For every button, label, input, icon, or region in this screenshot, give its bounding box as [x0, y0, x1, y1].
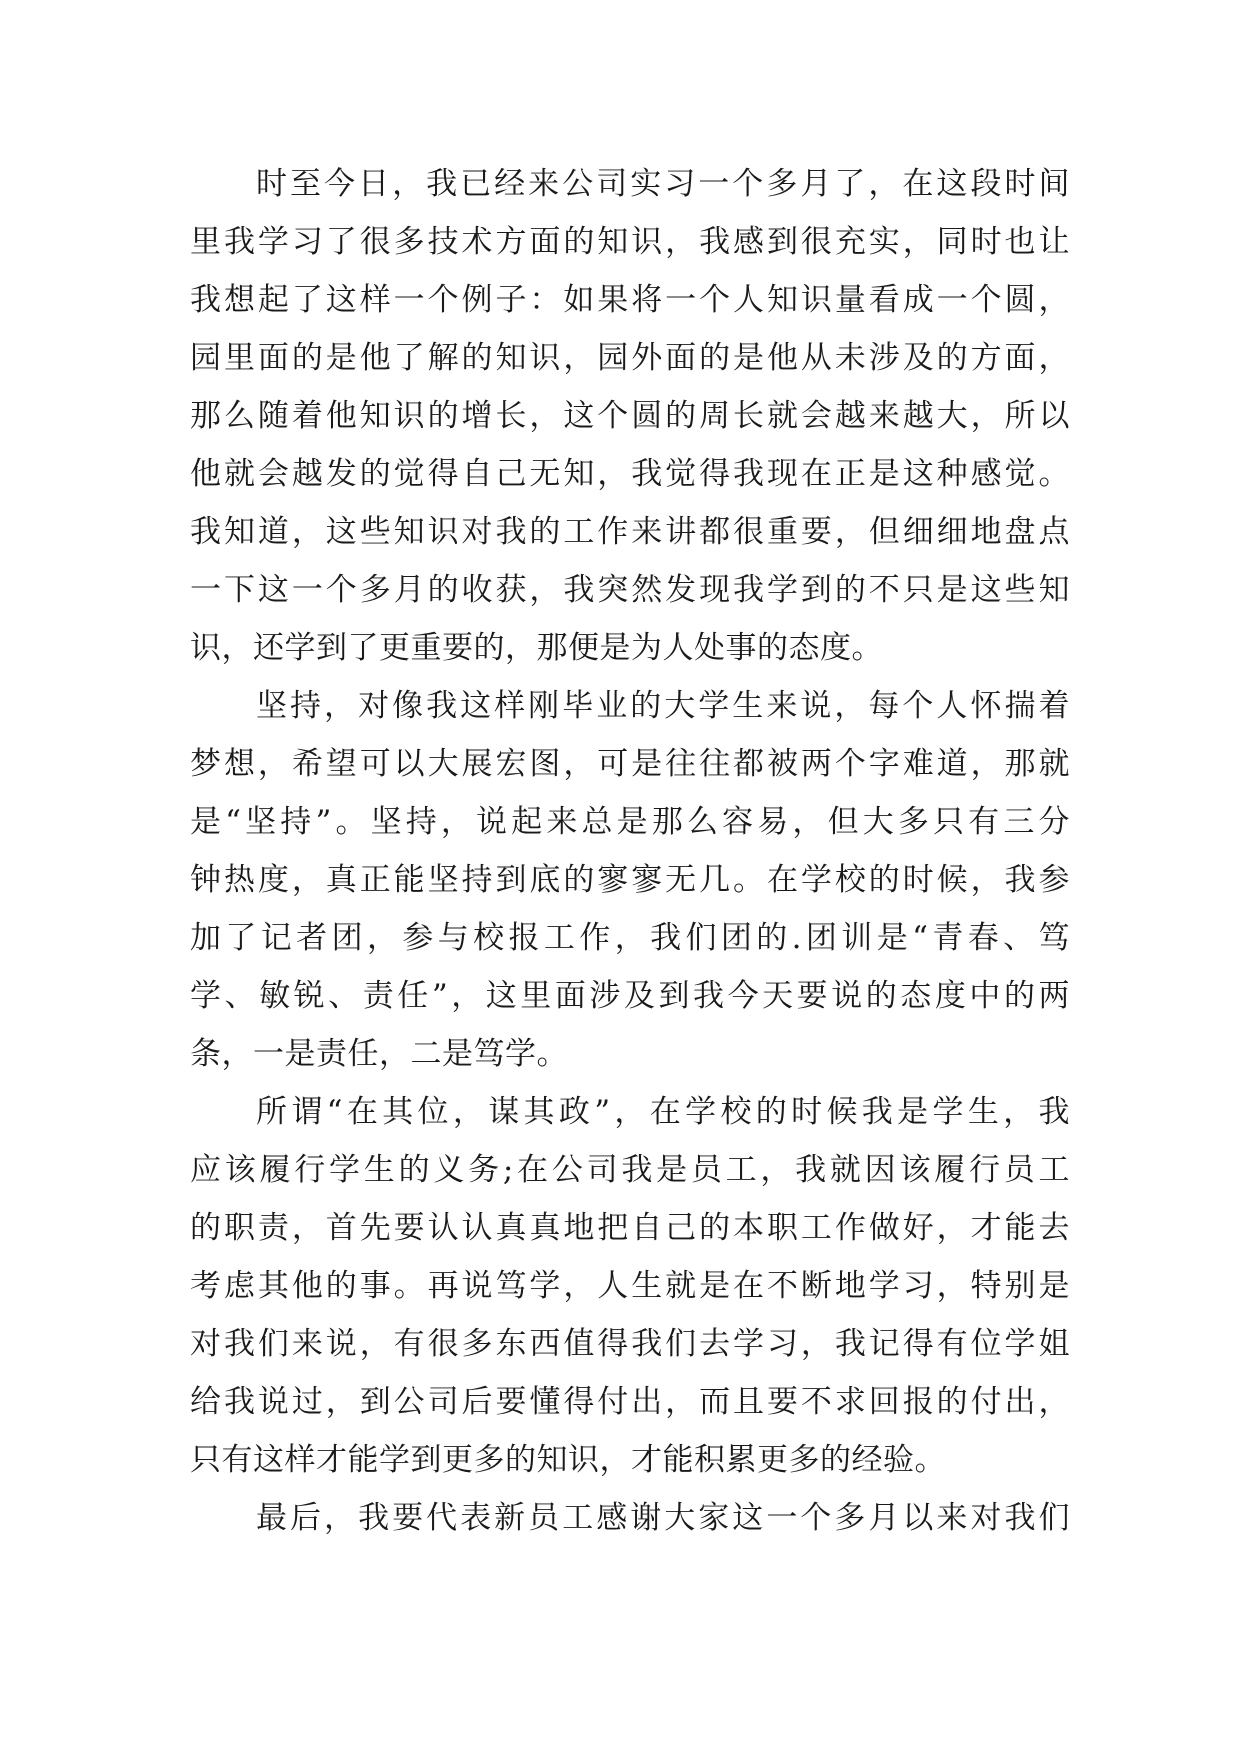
text-line: 坚持，对像我这样刚毕业的大学生来说，每个人怀揣着 — [256, 688, 1070, 724]
text-line: 加了记者团，参与校报工作，我们团的.团训是“青春、笃 — [190, 920, 1070, 956]
text-line: 时至今日，我已经来公司实习一个多月了，在这段时间 — [256, 166, 1070, 202]
text-line: 条，一是责任，二是笃学。 — [190, 1036, 568, 1072]
text-line: 园里面的是他了解的知识，园外面的是他从未涉及的方面， — [190, 340, 1070, 376]
text-line: 考虑其他的事。再说笃学，人生就是在不断地学习，特别是 — [190, 1268, 1070, 1304]
text-line: 梦想，希望可以大展宏图，可是往往都被两个字难道，那就 — [190, 746, 1070, 782]
text-line: 的职责，首先要认认真真地把自己的本职工作做好，才能去 — [190, 1210, 1070, 1246]
text-line: 只有这样才能学到更多的知识，才能积累更多的经验。 — [190, 1442, 946, 1478]
text-line: 我想起了这样一个例子：如果将一个人知识量看成一个圆， — [190, 282, 1070, 318]
text-line: 他就会越发的觉得自己无知，我觉得我现在正是这种感觉。 — [190, 456, 1070, 492]
text-line: 那么随着他知识的增长，这个圆的周长就会越来越大，所以 — [190, 398, 1070, 434]
text-line: 我知道，这些知识对我的工作来讲都很重要，但细细地盘点 — [190, 514, 1070, 550]
text-line: 对我们来说，有很多东西值得我们去学习，我记得有位学姐 — [190, 1326, 1070, 1362]
text-line: 应该履行学生的义务;在公司我是员工，我就因该履行员工 — [190, 1152, 1070, 1188]
body-text — [190, 155, 1070, 1547]
text-line: 识，还学到了更重要的，那便是为人处事的态度。 — [190, 630, 883, 666]
text-line: 一下这一个多月的收获，我突然发现我学到的不只是这些知 — [190, 572, 1070, 608]
text-line: 里我学习了很多技术方面的知识，我感到很充实，同时也让 — [190, 224, 1070, 260]
text-line: 给我说过，到公司后要懂得付出，而且要不求回报的付出， — [190, 1384, 1070, 1420]
text-line: 学、敏锐、责任”，这里面涉及到我今天要说的态度中的两 — [190, 978, 1070, 1014]
text-line: 是“坚持”。坚持，说起来总是那么容易，但大多只有三分 — [190, 804, 1070, 840]
text-line: 最后，我要代表新员工感谢大家这一个多月以来对我们 — [256, 1500, 1070, 1536]
text-line: 钟热度，真正能坚持到底的寥寥无几。在学校的时候，我参 — [190, 862, 1070, 898]
text-line: 所谓“在其位，谋其政”，在学校的时候我是学生，我 — [256, 1094, 1070, 1130]
